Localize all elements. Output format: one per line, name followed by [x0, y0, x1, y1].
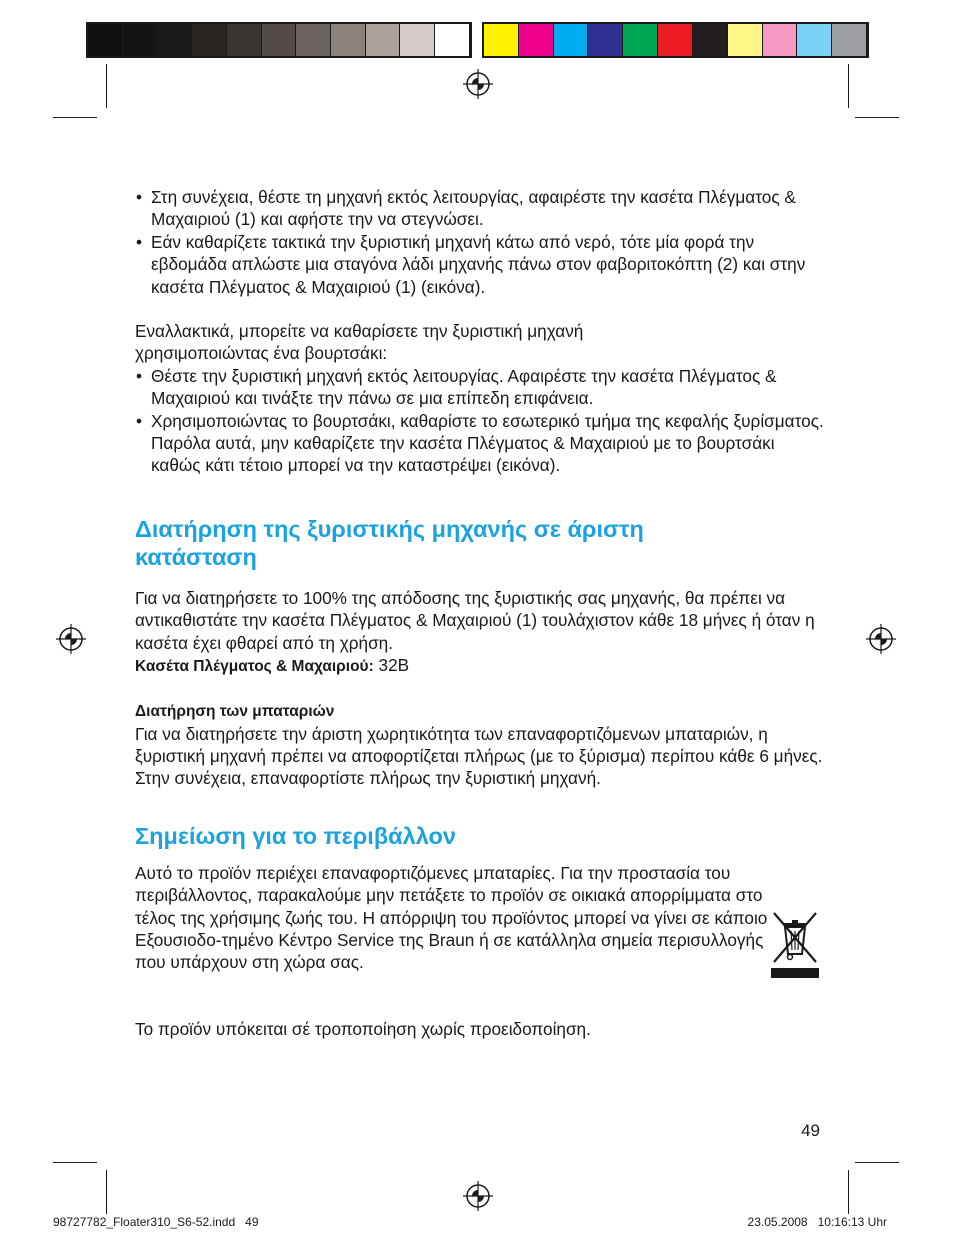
crop-mark — [53, 117, 97, 118]
maintenance-heading: Διατήρηση της ξυριστικής μηχανής σε άριστη κατάσταση — [135, 515, 644, 570]
color-swatch — [157, 24, 192, 56]
list-item: • Θέστε την ξυριστική μηχανή εκτός λειτουργίας. Αφαιρέστε την κασέτα Πλέγματος & Μαχαιριού και τινάξτε την πάνω σε μια επίπεδη επιφάνεια. — [135, 365, 825, 410]
color-swatch — [693, 24, 728, 56]
battery-heading: Διατήρηση των μπαταριών — [135, 702, 335, 720]
list-item: • Χρησιμοποιώντας το βουρτσάκι, καθαρίστε το εσωτερικό τμήμα της κεφαλής ξυρίσματος. Παρόλα αυτά, μην καθαρίζετε την κασέτα Πλέγματος & Μαχαιριού με το βουρτσάκι καθώς κάτι τέτοιο μπορεί να την καταστρέψει (εικόνα). — [135, 410, 825, 477]
color-swatch — [763, 24, 798, 56]
registration-mark-icon — [463, 1181, 493, 1211]
crossed-out-wheelie-bin-icon — [771, 910, 819, 982]
registration-mark-icon — [56, 624, 86, 654]
process-color-bar — [482, 22, 869, 58]
color-swatch — [123, 24, 158, 56]
crop-mark — [855, 117, 899, 118]
crop-mark — [848, 64, 849, 108]
color-swatch — [296, 24, 331, 56]
color-swatch — [519, 24, 554, 56]
maintenance-text: Για να διατηρήσετε το 100% της απόδοσης της ξυριστικής σας μηχανής, θα πρέπει να αντικαθιστάτε την κασέτα Πλέγματος & Μαχαιριού (1) τουλάχιστον κάθε 18 μήνες ή όταν η κασέτα έχει φθαρεί από τη χρήση. — [135, 587, 815, 653]
color-swatch — [400, 24, 435, 56]
cleaning-steps-list — [135, 186, 825, 298]
disclaimer: Το προϊόν υπόκειται σέ τροποποίηση χωρίς προειδοποίηση. — [135, 1018, 591, 1039]
environment-heading: Σημείωση για το περιβάλλον — [135, 822, 456, 849]
environment-text: Αυτό το προϊόν περιέχει επαναφορτιζόμενες μπαταρίες. Για την προστασία του περιβάλλοντος, παρακαλούμε μην πετάξετε το προϊόν σε οικιακά απορρίμματα στο τέλος της χρήσιμης ζωής του. Η απόρριψη του προϊόντος μπορεί να γίνει σε κάποιο Εξουσιοδο-τημένο Κέντρο Service της Braun ή σε κατάλληλα σημεία περισυλλογής που υπάρχουν στη χώρα σας. — [135, 862, 768, 973]
part-label: Κασέτα Πλέγματος & Μαχαιριού: — [135, 658, 374, 676]
registration-mark-icon — [463, 69, 493, 99]
color-swatch — [728, 24, 763, 56]
color-swatch — [227, 24, 262, 56]
page-content — [135, 186, 825, 1040]
color-swatch — [331, 24, 366, 56]
crop-mark — [53, 1162, 97, 1163]
list-item: • Στη συνέχεια, θέστε τη μηχανή εκτός λειτουργίας, αφαιρέστε την κασέτα Πλέγματος & Μαχαιριού (1) και αφήστε την να στεγνώσει. — [135, 186, 825, 231]
color-swatch — [623, 24, 658, 56]
color-swatch — [832, 24, 867, 56]
battery-text: Για να διατηρήσετε την άριστη χωρητικότητα των επαναφορτιζόμενων μπαταριών, η ξυριστική μηχανή πρέπει να αποφορτίζεται πλήρως (με το ξύρισμα) περίπου κάθε 6 μήνες. Στην συνέχεια, επαναφορτίστε πλήρως την ξυριστική μηχανή. — [135, 723, 823, 789]
color-swatch — [435, 24, 470, 56]
list-item: • Εάν καθαρίζετε τακτικά την ξυριστική μηχανή κάτω από νερό, τότε μία φορά την εβδομάδα απλώστε μια σταγόνα λάδι μηχανής πάνω στον φαβοριτοκόπτη (2) και στην κασέτα Πλέγματος & Μαχαιριού (1) (εικόνα). — [135, 231, 825, 298]
color-swatch — [192, 24, 227, 56]
file-slug: 98727782_Floater310_S6-52.indd 49 — [53, 1215, 259, 1229]
color-swatch — [366, 24, 401, 56]
color-swatch — [484, 24, 519, 56]
brush-cleaning-list — [135, 365, 825, 477]
registration-mark-icon — [866, 624, 896, 654]
color-swatch — [658, 24, 693, 56]
date-slug: 23.05.2008 10:16:13 Uhr — [747, 1215, 887, 1229]
color-swatch — [797, 24, 832, 56]
grayscale-color-bar — [86, 22, 472, 58]
crop-mark — [855, 1162, 899, 1163]
alternative-intro: Εναλλακτικά, μπορείτε να καθαρίσετε την ξυριστική μηχανή χρησιμοποιώντας ένα βουρτσάκι: — [135, 321, 584, 364]
part-number: 32B — [378, 655, 410, 676]
color-swatch — [262, 24, 297, 56]
part-number-line — [135, 654, 825, 678]
color-swatch — [588, 24, 623, 56]
color-swatch — [554, 24, 589, 56]
page-number: 49 — [801, 1121, 820, 1140]
color-swatch — [88, 24, 123, 56]
crop-mark — [848, 1170, 849, 1214]
crop-mark — [106, 64, 107, 108]
crop-mark — [106, 1170, 107, 1214]
